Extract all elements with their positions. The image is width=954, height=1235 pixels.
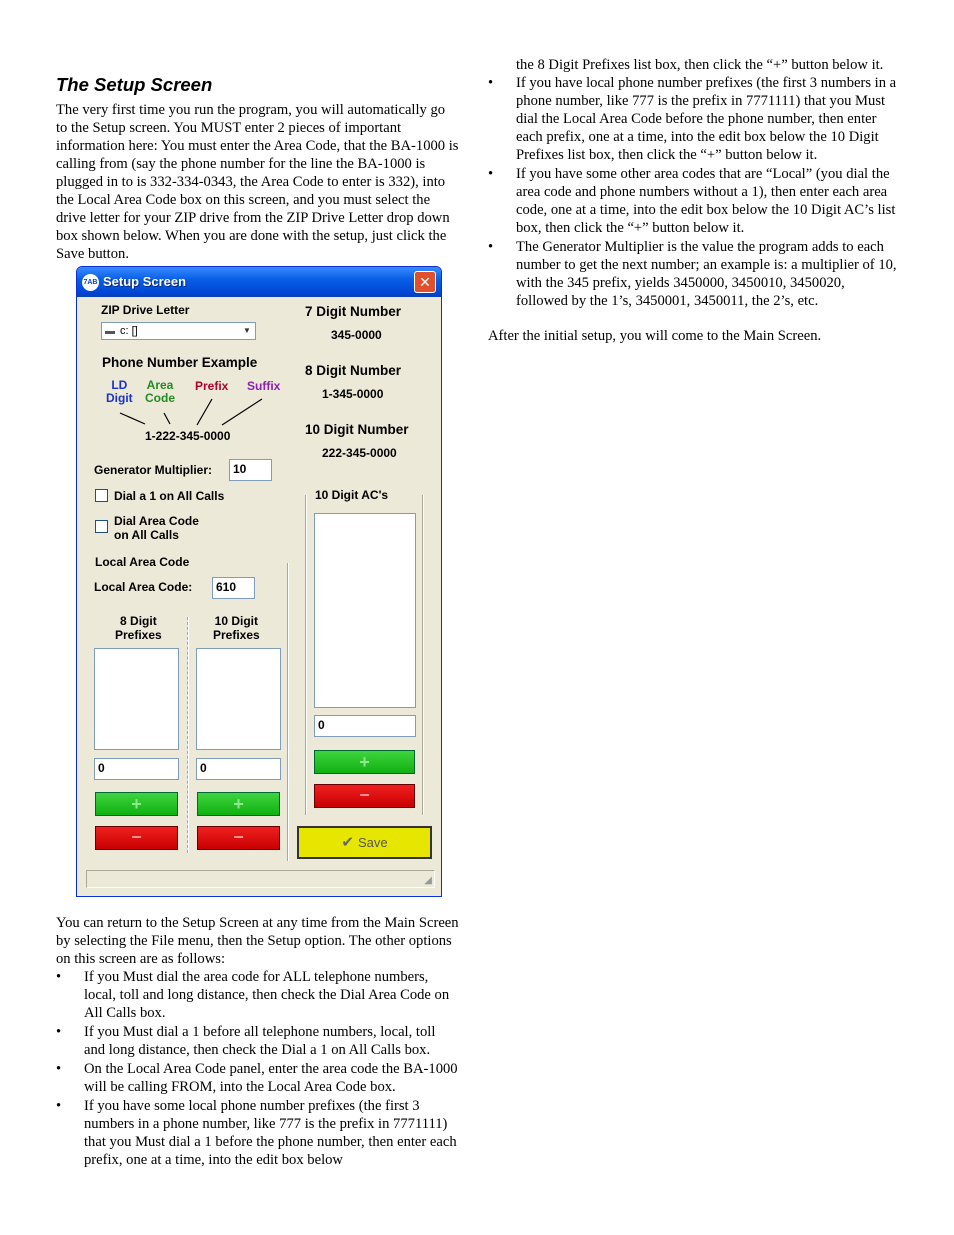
add-ten-digit-prefix-button[interactable]: + [197,792,280,816]
left-column-lower [56,914,460,1170]
ten-digit-prefix-input[interactable]: 0 [196,758,281,780]
closing-paragraph: After the initial setup, you will come to the Main Screen. [488,328,822,344]
section-heading: The Setup Screen [56,74,213,95]
eight-digit-label: 8 Digit Number [305,363,402,378]
local-area-panel-label: Local Area Code [95,555,190,569]
area-code-part-label: Area Code [145,378,175,405]
checkmark-icon: ✔ [341,834,354,851]
ten-digit-prefixes-list[interactable] [196,648,281,750]
ten-digit-ac-list[interactable] [314,513,416,708]
list-item: • If you have some local phone number prefixes (the first 3 numbers in a phone number, like 777 is the prefix in 7771111) that you Must dial a 1 before the phone number, then enter each prefix, one at a time, into the edit box below [56,1097,460,1169]
add-ac-button[interactable]: + [314,750,415,774]
resize-grip-icon[interactable]: ◢ [424,875,432,886]
save-button[interactable] [297,826,432,859]
list-item: • If you Must dial a 1 before all telephone numbers, local, toll and long distance, then check the Dial a 1 on All Calls box. [56,1023,460,1059]
status-bar [86,870,435,888]
left-column [56,74,460,263]
list-item: • The Generator Multiplier is the value the program adds to each number to get the next number; an example is: a multiplier of 10, with the 345 prefix, yields 3450000, 3450010, 3450020, followed by the 1’s, 3450001, 3450011, the 2’s, etc. [488,238,898,310]
list-item: • On the Local Area Code panel, enter the area code the BA-1000 will be calling FROM, into the Local Area Code box. [56,1060,460,1096]
dial-area-code-label: Dial Area Code on All Calls [114,514,199,542]
ten-digit-label: 10 Digit Number [305,422,409,437]
zip-drive-label: ZIP Drive Letter [101,303,190,317]
list-item: • If you Must dial the area code for ALL telephone numbers, local, toll and long distance, then check the Dial Area Code on All Calls box. [56,968,460,1022]
list-item: • If you have some other area codes that are “Local” (you dial the area code and phone numbers without a 1), then enter each area code, one at a time, into the edit box below the 10 Digit AC’s list box, then click the “+” button below it. [488,165,898,237]
eight-digit-prefixes-list[interactable] [94,648,179,750]
zip-drive-value: c: [] [120,325,138,337]
setup-screen-window [76,266,442,897]
save-label: Save [357,835,388,850]
after-paragraph: You can return to the Setup Screen at any time from the Main Screen by selecting the File menu, then the Setup option. The other options on this screen are as follows: [56,915,459,967]
remove-ten-digit-prefix-button[interactable]: − [197,826,280,850]
intro-paragraph: The very first time you run the program, you will automatically go to the Setup screen. You MUST enter 2 pieces of important information here: You must enter the Area Code, that the BA-1000 is calling from (say the phone number for the line the BA-1000 is plugged in to is 332-334-0343, the Area Code to enter is 332), into the Local Area Code box on this screen, and you must select the drive letter for your ZIP drive from the ZIP Drive Letter drop down box shown below. When you are done with the setup, just click the Save button. [56,102,459,262]
ten-digit-ac-label: 10 Digit AC's [315,488,389,502]
suffix-part-label: Suffix [247,379,281,393]
ten-digit-prefixes-label: 10 Digit Prefixes [213,614,260,642]
continuation-text: the 8 Digit Prefixes list box, then click the “+” button below it. [516,57,884,73]
eight-digit-prefix-input[interactable]: 0 [94,758,179,780]
bullet-list-left [56,968,460,1169]
dial-area-code-checkbox[interactable] [95,520,108,533]
remove-ac-button[interactable]: − [314,784,415,808]
example-pointer-lines [117,395,277,431]
eight-digit-value: 1-345-0000 [322,387,384,401]
zip-drive-dropdown[interactable] [101,322,256,340]
seven-digit-value: 345-0000 [331,328,382,342]
local-panel-border [287,563,289,861]
chevron-down-icon[interactable]: ▼ [239,323,255,339]
phone-example-label: Phone Number Example [102,355,258,370]
prefix-part-label: Prefix [195,379,229,393]
app-icon: 7AB [82,274,99,291]
ten-digit-ac-input[interactable]: 0 [314,715,416,737]
ten-digit-value: 222-345-0000 [322,446,397,460]
generator-multiplier-input[interactable]: 10 [229,459,272,481]
right-column [488,56,898,345]
bullet-list-right [488,74,898,310]
local-area-code-label: Local Area Code: [94,580,193,594]
local-area-code-input[interactable]: 610 [212,577,255,599]
ld-digit-label: LD Digit [106,378,133,405]
close-button[interactable]: ✕ [414,271,436,293]
title-bar[interactable] [77,267,441,297]
ac-panel-border-right [422,495,424,815]
drive-icon: ▬ [105,326,115,337]
seven-digit-label: 7 Digit Number [305,304,402,319]
prefix-divider [187,617,189,853]
add-eight-digit-prefix-button[interactable]: + [95,792,178,816]
ac-panel-border-left [305,495,307,815]
dial-1-label: Dial a 1 on All Calls [114,489,225,503]
example-number: 1-222-345-0000 [145,429,231,443]
eight-digit-prefixes-label: 8 Digit Prefixes [115,614,162,642]
dial-1-checkbox[interactable] [95,489,108,502]
generator-multiplier-label: Generator Multiplier: [94,463,213,477]
remove-eight-digit-prefix-button[interactable]: − [95,826,178,850]
list-item: • If you have local phone number prefixes (the first 3 numbers in a phone number, like 777 is the prefix in 7771111) that you Must dial the Local Area Code before the phone number, then enter each prefix, one at a time, into the edit box below the 10 Digit Prefixes list box, then click the “+” button below it. [488,74,898,164]
window-title: Setup Screen [103,274,187,289]
